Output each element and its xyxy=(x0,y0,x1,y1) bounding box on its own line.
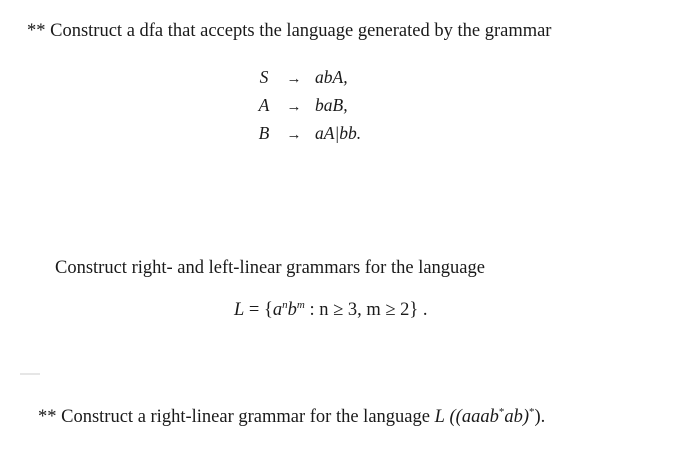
exponent-n: n xyxy=(282,299,288,311)
language-symbol: L xyxy=(234,300,245,321)
arrow-icon: → xyxy=(286,71,302,87)
regex-close: ). xyxy=(534,407,546,428)
grammar-rule xyxy=(255,119,361,147)
rule-rhs: aA|bb. xyxy=(315,123,362,143)
question-3-stars: ** xyxy=(38,407,57,428)
question-2 xyxy=(55,258,485,279)
question-1 xyxy=(27,21,551,42)
regex-mid: ab) xyxy=(504,407,530,428)
divider xyxy=(20,373,40,375)
language-symbol: L xyxy=(434,407,445,428)
question-2-text: Construct right- and left-linear grammars for the language xyxy=(55,258,485,278)
language-definition xyxy=(234,299,428,321)
question-3-text: Construct a right-linear grammar for the language xyxy=(61,407,430,428)
rule-rhs: baB, xyxy=(315,95,348,115)
arrow-icon: → xyxy=(286,127,302,143)
language-equals: = { xyxy=(244,300,273,321)
kleene-star: * xyxy=(498,406,505,418)
question-3 xyxy=(38,406,545,428)
rule-lhs: S xyxy=(259,67,269,87)
grammar-rule xyxy=(255,91,361,119)
question-1-stars: ** xyxy=(27,21,46,41)
term-b: b xyxy=(287,300,297,321)
rule-rhs: abA, xyxy=(315,67,348,87)
rule-lhs: B xyxy=(258,123,270,143)
rule-lhs: A xyxy=(258,95,270,115)
question-1-text: Construct a dfa that accepts the language generated by the grammar xyxy=(50,21,552,41)
grammar-rules xyxy=(255,63,361,147)
arrow-icon: → xyxy=(286,99,302,115)
kleene-star: * xyxy=(529,406,535,418)
grammar-rule xyxy=(255,63,361,91)
regex-open: ((aaab xyxy=(449,407,499,428)
exponent-m: m xyxy=(296,299,305,311)
term-a: a xyxy=(272,300,283,321)
language-condition: : n ≥ 3, m ≥ 2} . xyxy=(304,300,428,321)
